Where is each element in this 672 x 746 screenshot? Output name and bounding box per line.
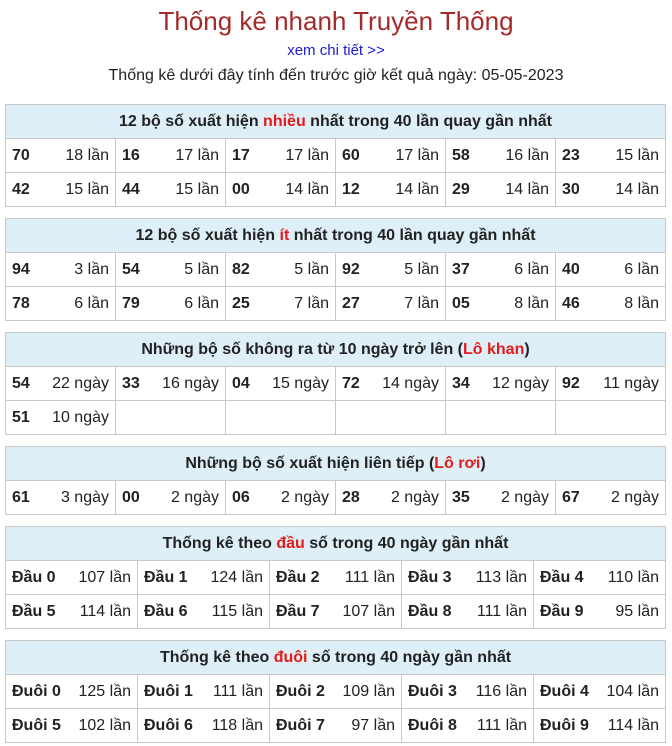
stat-number: Đuôi 6	[144, 716, 193, 734]
stat-cell-content	[12, 181, 109, 199]
stat-cell-content	[342, 295, 439, 313]
stat-cell-content	[12, 683, 131, 701]
view-details-link[interactable]: xem chi tiết >>	[287, 42, 385, 59]
stat-number: 35	[452, 488, 470, 506]
stat-count: 95 lần	[615, 602, 659, 620]
stat-cell-content	[232, 375, 329, 393]
stat-cell	[270, 595, 402, 629]
stat-number: 51	[12, 408, 30, 426]
stat-number: 00	[122, 488, 140, 506]
stat-number: 17	[232, 146, 250, 164]
stat-count: 2 ngày	[280, 488, 329, 506]
stat-cell-content	[12, 489, 109, 507]
stat-count: 6 lần	[514, 260, 549, 278]
header-highlight: ít	[279, 226, 290, 244]
stat-cell	[6, 675, 138, 709]
page-subtitle: Thống kê dưới đây tính đến trước giờ kết quả ngày: 05-05-2023	[108, 67, 564, 84]
stat-cell-content	[122, 181, 219, 199]
table-row	[6, 367, 666, 401]
stat-cell-content	[452, 261, 549, 279]
stat-number: 33	[122, 374, 140, 392]
stat-number: Đầu 3	[408, 568, 452, 586]
stat-count: 17 lần	[285, 146, 329, 164]
stat-number: 60	[342, 146, 360, 164]
stat-cell	[556, 367, 666, 401]
stat-cell	[6, 287, 116, 321]
stat-count: 8 lần	[514, 294, 549, 312]
stat-cell-content	[540, 569, 659, 587]
stat-cell-content	[562, 147, 659, 165]
section-header	[6, 447, 666, 481]
stat-count: 18 lần	[65, 146, 109, 164]
stat-count: 8 lần	[624, 294, 659, 312]
stat-count: 2 ngày	[610, 488, 659, 506]
stat-cell	[402, 709, 534, 743]
stat-cell	[138, 709, 270, 743]
dau-table	[5, 526, 666, 629]
stat-count: 5 lần	[184, 260, 219, 278]
stat-count: 5 lần	[404, 260, 439, 278]
stat-count: 7 lần	[404, 294, 439, 312]
stat-number: 58	[452, 146, 470, 164]
stat-number: 16	[122, 146, 140, 164]
stat-cell	[6, 561, 138, 595]
stat-count: 15 ngày	[272, 374, 329, 392]
stat-cell-content	[562, 261, 659, 279]
stat-count: 102 lần	[78, 716, 131, 734]
stat-cell-content	[540, 603, 659, 621]
stat-cell-content	[144, 717, 263, 735]
stat-number: 40	[562, 260, 580, 278]
stat-cell	[226, 481, 336, 515]
stat-cell-content	[342, 181, 439, 199]
header-highlight: đầu	[276, 534, 305, 552]
stat-count: 114 lần	[607, 716, 659, 734]
stat-number: Đuôi 8	[408, 716, 457, 734]
stat-number: Đầu 8	[408, 602, 452, 620]
stat-number: 92	[342, 260, 360, 278]
stat-cell-content	[122, 261, 219, 279]
dau-section	[5, 526, 666, 629]
stat-count: 107 lần	[342, 602, 395, 620]
stat-cell-content	[276, 683, 395, 701]
section-header	[6, 641, 666, 675]
header-text: )	[480, 454, 486, 472]
stat-count: 7 lần	[294, 294, 329, 312]
stat-count: 2 ngày	[500, 488, 549, 506]
stat-count: 17 lần	[175, 146, 219, 164]
stat-cell	[446, 401, 556, 435]
stat-count: 111 lần	[212, 682, 263, 700]
table-row	[6, 139, 666, 173]
stat-cell	[116, 481, 226, 515]
header-text: 12 bộ số xuất hiện	[119, 112, 264, 130]
stat-cell-content	[232, 261, 329, 279]
stat-cell	[6, 595, 138, 629]
stat-count: 16 ngày	[162, 374, 219, 392]
stat-number: 00	[232, 180, 250, 198]
stat-cell-content	[144, 683, 263, 701]
stat-cell-content	[452, 375, 549, 393]
stat-number: 67	[562, 488, 580, 506]
stat-cell	[226, 401, 336, 435]
section-header	[6, 219, 666, 253]
stat-cell	[446, 173, 556, 207]
header-highlight: Lô khan	[463, 340, 525, 358]
stat-cell	[402, 595, 534, 629]
stat-cell	[534, 595, 666, 629]
stat-cell-content	[122, 147, 219, 165]
stat-number: 27	[342, 294, 360, 312]
loroi-table	[5, 446, 666, 515]
stat-number: 61	[12, 488, 30, 506]
stat-cell	[138, 561, 270, 595]
stat-count: 5 lần	[294, 260, 329, 278]
stat-number: Đuôi 7	[276, 716, 325, 734]
stat-cell	[270, 709, 402, 743]
stat-count: 115 lần	[211, 602, 263, 620]
header-text: nhất trong 40 lần quay gần nhất	[305, 112, 552, 130]
stat-count: 125 lần	[78, 682, 131, 700]
stat-number: 82	[232, 260, 250, 278]
stat-cell-content	[122, 375, 219, 393]
stat-cell-content	[562, 375, 659, 393]
stat-cell-content	[122, 295, 219, 313]
stat-number: 44	[122, 180, 140, 198]
stat-count: 104 lần	[606, 682, 659, 700]
stat-cell-content	[144, 569, 263, 587]
lo-roi-section	[5, 446, 666, 515]
duoi-section	[5, 640, 666, 743]
stat-cell-content	[276, 603, 395, 621]
stat-cell-content	[12, 603, 131, 621]
stat-count: 14 lần	[285, 180, 329, 198]
stat-number: 29	[452, 180, 470, 198]
header-text: Thống kê theo	[162, 534, 277, 552]
stat-cell	[446, 139, 556, 173]
stat-cell	[270, 675, 402, 709]
section-header	[6, 105, 666, 139]
stat-number: 70	[12, 146, 30, 164]
most-table	[5, 104, 666, 207]
stat-count: 109 lần	[342, 682, 395, 700]
stat-cell-content	[12, 375, 109, 393]
stat-count: 16 lần	[505, 146, 549, 164]
stat-cell	[336, 401, 446, 435]
stat-cell	[6, 709, 138, 743]
stat-cell	[446, 481, 556, 515]
stat-cell	[270, 561, 402, 595]
stat-cell	[116, 139, 226, 173]
stat-count: 2 ngày	[170, 488, 219, 506]
header-text: 12 bộ số xuất hiện	[135, 226, 280, 244]
table-row	[6, 481, 666, 515]
stat-number: Đầu 5	[12, 602, 56, 620]
stat-cell	[336, 253, 446, 287]
stat-cell	[138, 675, 270, 709]
header-highlight: đuôi	[273, 648, 308, 666]
stat-number: 12	[342, 180, 360, 198]
header-text: )	[524, 340, 530, 358]
section-header	[6, 527, 666, 561]
stat-number: 42	[12, 180, 30, 198]
stat-number: 28	[342, 488, 360, 506]
stat-cell-content	[12, 295, 109, 313]
table-row	[6, 709, 666, 743]
stat-count: 6 lần	[624, 260, 659, 278]
stat-number: Đầu 6	[144, 602, 188, 620]
table-row	[6, 595, 666, 629]
stat-cell	[556, 401, 666, 435]
stat-count: 110 lần	[607, 568, 659, 586]
stat-cell-content	[562, 295, 659, 313]
stat-count: 118 lần	[211, 716, 263, 734]
stat-cell-content	[232, 181, 329, 199]
stat-cell	[116, 367, 226, 401]
stat-cell	[446, 367, 556, 401]
stat-count: 11 ngày	[603, 374, 659, 392]
stat-cell-content	[408, 683, 527, 701]
table-row	[6, 173, 666, 207]
stat-count: 15 lần	[175, 180, 219, 198]
stat-number: 34	[452, 374, 470, 392]
stat-cell	[226, 253, 336, 287]
lokhan-table	[5, 332, 666, 435]
stat-cell-content	[232, 147, 329, 165]
stat-number: 72	[342, 374, 360, 392]
stat-number: 37	[452, 260, 470, 278]
stat-cell	[6, 367, 116, 401]
stat-cell-content	[452, 147, 549, 165]
stat-count: 97 lần	[351, 716, 395, 734]
stat-count: 3 ngày	[60, 488, 109, 506]
most-frequent-section	[5, 104, 666, 207]
stat-number: 23	[562, 146, 580, 164]
stat-cell	[226, 139, 336, 173]
stat-count: 14 lần	[395, 180, 439, 198]
stat-number: 46	[562, 294, 580, 312]
stat-number: Đuôi 1	[144, 682, 193, 700]
stat-cell-content	[342, 147, 439, 165]
stat-cell	[336, 287, 446, 321]
table-row	[6, 287, 666, 321]
stat-count: 10 ngày	[52, 408, 109, 426]
stat-count: 124 lần	[210, 568, 263, 586]
stat-number: 94	[12, 260, 30, 278]
stat-number: 79	[122, 294, 140, 312]
header-text: nhất trong 40 lần quay gần nhất	[289, 226, 536, 244]
stat-number: Đuôi 0	[12, 682, 61, 700]
table-row	[6, 253, 666, 287]
stat-cell	[116, 253, 226, 287]
stat-cell	[336, 139, 446, 173]
stat-count: 111 lần	[476, 716, 527, 734]
stat-count: 114 lần	[79, 602, 131, 620]
stat-cell	[402, 675, 534, 709]
stat-count: 3 lần	[74, 260, 109, 278]
stat-cell	[556, 173, 666, 207]
stat-number: 25	[232, 294, 250, 312]
table-row	[6, 561, 666, 595]
stat-cell-content	[540, 717, 659, 735]
table-row	[6, 401, 666, 435]
stat-cell-content	[562, 181, 659, 199]
duoi-table	[5, 640, 666, 743]
stat-count: 113 lần	[475, 568, 527, 586]
stat-cell-content	[408, 717, 527, 735]
stat-number: Đuôi 5	[12, 716, 61, 734]
stat-cell	[226, 173, 336, 207]
stat-number: 54	[122, 260, 140, 278]
stat-cell	[534, 675, 666, 709]
stat-count: 14 ngày	[382, 374, 439, 392]
stat-number: Đầu 2	[276, 568, 320, 586]
stat-cell-content	[408, 569, 527, 587]
stat-cell	[336, 481, 446, 515]
page-title: Thống kê nhanh Truyền Thống	[158, 6, 514, 36]
stat-cell-content	[122, 489, 219, 507]
stat-number: 06	[232, 488, 250, 506]
header-text: Những bộ số không ra từ 10 ngày trở lên (	[141, 340, 463, 358]
stat-number: 92	[562, 374, 580, 392]
stat-count: 6 lần	[74, 294, 109, 312]
stat-cell	[446, 253, 556, 287]
stat-cell	[6, 401, 116, 435]
stat-cell-content	[540, 683, 659, 701]
stat-cell-content	[276, 717, 395, 735]
stat-number: Đầu 0	[12, 568, 56, 586]
stat-number: 30	[562, 180, 580, 198]
stat-cell	[534, 709, 666, 743]
stat-count: 17 lần	[395, 146, 439, 164]
page-header	[0, 0, 672, 86]
stat-cell	[402, 561, 534, 595]
stat-cell	[6, 139, 116, 173]
stat-cell-content	[342, 375, 439, 393]
stat-number: Đầu 9	[540, 602, 584, 620]
stat-number: Đuôi 3	[408, 682, 457, 700]
stat-cell-content	[452, 181, 549, 199]
stat-cell	[556, 287, 666, 321]
stat-count: 14 lần	[505, 180, 549, 198]
stat-cell	[6, 481, 116, 515]
stat-cell	[556, 481, 666, 515]
stat-number: 05	[452, 294, 470, 312]
header-text: số trong 40 ngày gần nhất	[307, 648, 512, 666]
stat-count: 6 lần	[184, 294, 219, 312]
header-text: Những bộ số xuất hiện liên tiếp (	[185, 454, 435, 472]
stat-number: 54	[12, 374, 30, 392]
least-table	[5, 218, 666, 321]
header-highlight: Lô rơi	[434, 454, 481, 472]
stat-cell-content	[562, 489, 659, 507]
stat-cell-content	[144, 603, 263, 621]
stat-cell-content	[452, 489, 549, 507]
stat-cell	[116, 401, 226, 435]
stat-cell-content	[452, 295, 549, 313]
stat-number: Đuôi 4	[540, 682, 589, 700]
stat-cell	[226, 287, 336, 321]
header-highlight: nhiều	[263, 112, 306, 130]
stat-cell-content	[12, 147, 109, 165]
stat-number: 04	[232, 374, 250, 392]
stat-cell	[556, 253, 666, 287]
stat-cell	[534, 561, 666, 595]
stat-cell-content	[232, 295, 329, 313]
stat-count: 22 ngày	[52, 374, 109, 392]
stat-cell	[446, 287, 556, 321]
stat-cell	[336, 367, 446, 401]
header-text: Thống kê theo	[159, 648, 274, 666]
section-header	[6, 333, 666, 367]
stat-count: 107 lần	[78, 568, 131, 586]
stat-cell	[116, 173, 226, 207]
stat-count: 2 ngày	[390, 488, 439, 506]
stat-cell-content	[12, 717, 131, 735]
stat-cell-content	[12, 261, 109, 279]
stat-cell-content	[342, 489, 439, 507]
stat-count: 116 lần	[475, 682, 527, 700]
stat-cell-content	[12, 409, 109, 427]
stat-cell-content	[276, 569, 395, 587]
stat-count: 15 lần	[615, 146, 659, 164]
least-frequent-section	[5, 218, 666, 321]
table-row	[6, 675, 666, 709]
stat-cell-content	[12, 569, 131, 587]
stat-count: 111 lần	[344, 568, 395, 586]
stat-cell	[556, 139, 666, 173]
stat-cell	[6, 253, 116, 287]
stat-cell-content	[232, 489, 329, 507]
stat-count: 111 lần	[476, 602, 527, 620]
stat-count: 15 lần	[65, 180, 109, 198]
stat-cell	[336, 173, 446, 207]
stat-number: Đầu 1	[144, 568, 188, 586]
stat-number: 78	[12, 294, 30, 312]
stat-cell	[116, 287, 226, 321]
stat-cell	[138, 595, 270, 629]
stat-number: Đuôi 2	[276, 682, 325, 700]
stat-number: Đầu 7	[276, 602, 320, 620]
stat-cell-content	[342, 261, 439, 279]
stat-cell	[6, 173, 116, 207]
stat-number: Đuôi 9	[540, 716, 589, 734]
stat-number: Đầu 4	[540, 568, 584, 586]
stat-cell-content	[408, 603, 527, 621]
stat-cell	[226, 367, 336, 401]
lo-khan-section	[5, 332, 666, 435]
stat-count: 14 lần	[615, 180, 659, 198]
header-text: số trong 40 ngày gần nhất	[304, 534, 509, 552]
stat-count: 12 ngày	[492, 374, 549, 392]
